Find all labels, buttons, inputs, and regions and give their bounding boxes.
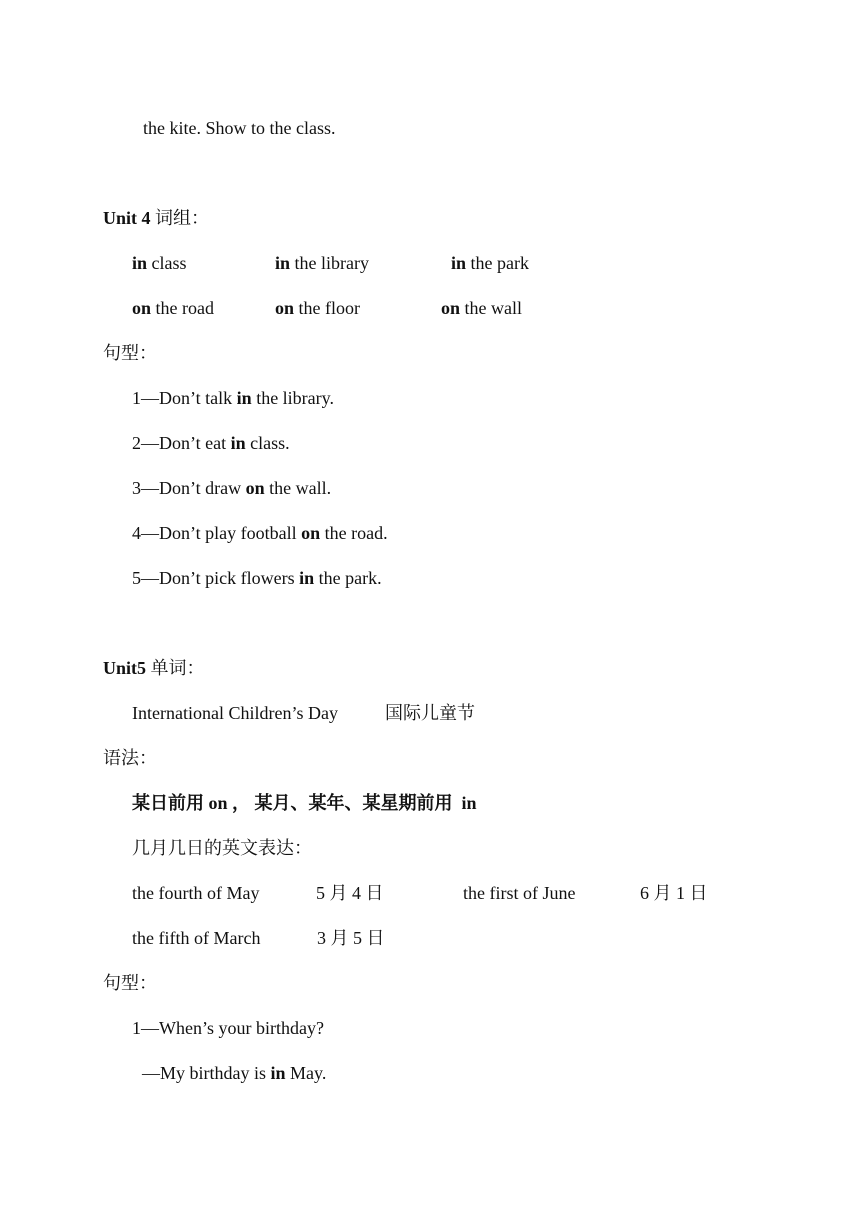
phrase-in-the-park: in the park [451,253,529,273]
unit5-date-expr-label: 几月几日的英文表达： [132,838,312,858]
date-en-june-1: the first of June [463,883,576,903]
date-en-may-4: the fourth of May [132,883,260,903]
unit4-sentence-1: 1—Don’t talk in the library. [132,388,334,408]
unit4-sentence-3: 3—Don’t draw on the wall. [132,478,332,498]
date-en-march-5: the fifth of March [132,928,261,948]
unit5-sentences-label: 句型： [103,973,157,993]
unit4-sentence-2: 2—Don’t eat in class. [132,433,290,453]
unit5-title: Unit5 单词： [103,658,205,678]
phrase-on-the-floor: on the floor [275,298,360,318]
unit4-sentence-4: 4—Don’t play football on the road. [132,523,388,543]
date-cn-may-4: 5 月 4 日 [316,883,384,903]
unit5-word-en: International Children’s Day [132,703,338,723]
phrase-on-the-road: on the road [132,298,214,318]
unit4-sentence-5: 5—Don’t pick flowers in the park. [132,568,382,588]
phrase-in-class: in class [132,253,187,273]
date-cn-june-1: 6 月 1 日 [640,883,708,903]
unit4-title: Unit 4 词组： [103,208,210,228]
date-cn-march-5: 3 月 5 日 [317,928,385,948]
unit5-answer-1: —My birthday is in May. [142,1063,327,1083]
unit5-grammar-label: 语法： [103,748,157,768]
continued-line: the kite. Show to the class. [143,118,336,138]
unit5-grammar-rule: 某日前用 on ， 某月、某年、某星期前用 in [132,793,477,813]
phrase-on-the-wall: on the wall [441,298,522,318]
phrase-in-the-library: in the library [275,253,369,273]
unit5-word-cn: 国际儿童节 [385,703,475,723]
unit5-question-1: 1—When’s your birthday? [132,1018,324,1038]
unit4-sentences-label: 句型： [103,343,157,363]
